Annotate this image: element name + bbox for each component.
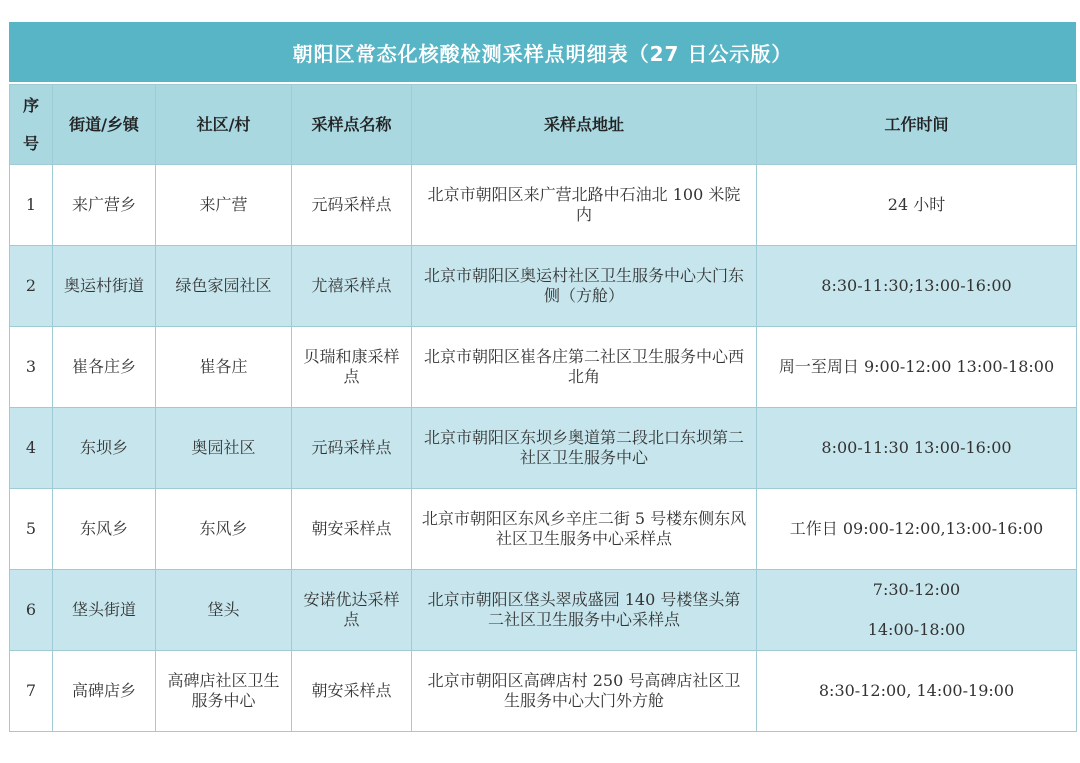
header-community: 社区/村	[156, 85, 292, 165]
cell-no: 1	[10, 165, 53, 246]
cell-address: 北京市朝阳区奥运村社区卫生服务中心大门东侧（方舱）	[412, 246, 757, 327]
cell-address: 北京市朝阳区东风乡辛庄二街 5 号楼东侧东风社区卫生服务中心采样点	[412, 489, 757, 570]
header-row	[10, 85, 1077, 165]
table-row	[10, 651, 1077, 732]
sampling-site-table	[9, 84, 1077, 732]
cell-community: 崔各庄	[156, 327, 292, 408]
cell-community: 垡头	[156, 570, 292, 651]
header-hours: 工作时间	[757, 85, 1077, 165]
cell-site: 元码采样点	[292, 408, 412, 489]
table-row	[10, 408, 1077, 489]
cell-street: 东风乡	[53, 489, 156, 570]
cell-site: 元码采样点	[292, 165, 412, 246]
sampling-site-table-document	[9, 22, 1076, 732]
cell-site: 贝瑞和康采样点	[292, 327, 412, 408]
cell-street: 来广营乡	[53, 165, 156, 246]
table-row	[10, 570, 1077, 651]
cell-no: 6	[10, 570, 53, 651]
cell-hours	[757, 570, 1077, 651]
cell-address: 北京市朝阳区东坝乡奥道第二段北口东坝第二社区卫生服务中心	[412, 408, 757, 489]
cell-street: 崔各庄乡	[53, 327, 156, 408]
cell-address: 北京市朝阳区垡头翠成盛园 140 号楼垡头第二社区卫生服务中心采样点	[412, 570, 757, 651]
cell-hours-afternoon: 14:00-18:00	[867, 620, 966, 639]
cell-hours: 8:30-11:30;13:00-16:00	[757, 246, 1077, 327]
cell-no: 7	[10, 651, 53, 732]
table-row	[10, 165, 1077, 246]
cell-address: 北京市朝阳区高碑店村 250 号高碑店社区卫生服务中心大门外方舱	[412, 651, 757, 732]
header-address: 采样点地址	[412, 85, 757, 165]
cell-street: 垡头街道	[53, 570, 156, 651]
cell-site: 安诺优达采样点	[292, 570, 412, 651]
cell-hours: 8:00-11:30 13:00-16:00	[757, 408, 1077, 489]
cell-no: 5	[10, 489, 53, 570]
cell-hours: 周一至周日 9:00-12:00 13:00-18:00	[757, 327, 1077, 408]
cell-hours: 24 小时	[757, 165, 1077, 246]
cell-community: 东风乡	[156, 489, 292, 570]
header-seq	[10, 85, 53, 165]
cell-community: 奥园社区	[156, 408, 292, 489]
cell-no: 4	[10, 408, 53, 489]
cell-hours-morning: 7:30-12:00	[872, 580, 961, 599]
cell-site: 朝安采样点	[292, 489, 412, 570]
cell-site: 朝安采样点	[292, 651, 412, 732]
cell-community: 来广营	[156, 165, 292, 246]
table-row	[10, 327, 1077, 408]
header-seq-line2: 号	[22, 133, 39, 153]
table-row	[10, 246, 1077, 327]
header-street: 街道/乡镇	[53, 85, 156, 165]
cell-community: 绿色家园社区	[156, 246, 292, 327]
header-seq-line1: 序	[22, 95, 39, 115]
cell-no: 3	[10, 327, 53, 408]
cell-no: 2	[10, 246, 53, 327]
cell-street: 奥运村街道	[53, 246, 156, 327]
cell-street: 高碑店乡	[53, 651, 156, 732]
cell-address: 北京市朝阳区来广营北路中石油北 100 米院内	[412, 165, 757, 246]
cell-site: 尤禧采样点	[292, 246, 412, 327]
cell-hours: 工作日 09:00-12:00,13:00-16:00	[757, 489, 1077, 570]
cell-address: 北京市朝阳区崔各庄第二社区卫生服务中心西北角	[412, 327, 757, 408]
table-row	[10, 489, 1077, 570]
table-title: 朝阳区常态化核酸检测采样点明细表（27 日公示版）	[9, 22, 1076, 84]
cell-street: 东坝乡	[53, 408, 156, 489]
header-site-name: 采样点名称	[292, 85, 412, 165]
cell-community: 高碑店社区卫生服务中心	[156, 651, 292, 732]
cell-hours: 8:30-12:00, 14:00-19:00	[757, 651, 1077, 732]
